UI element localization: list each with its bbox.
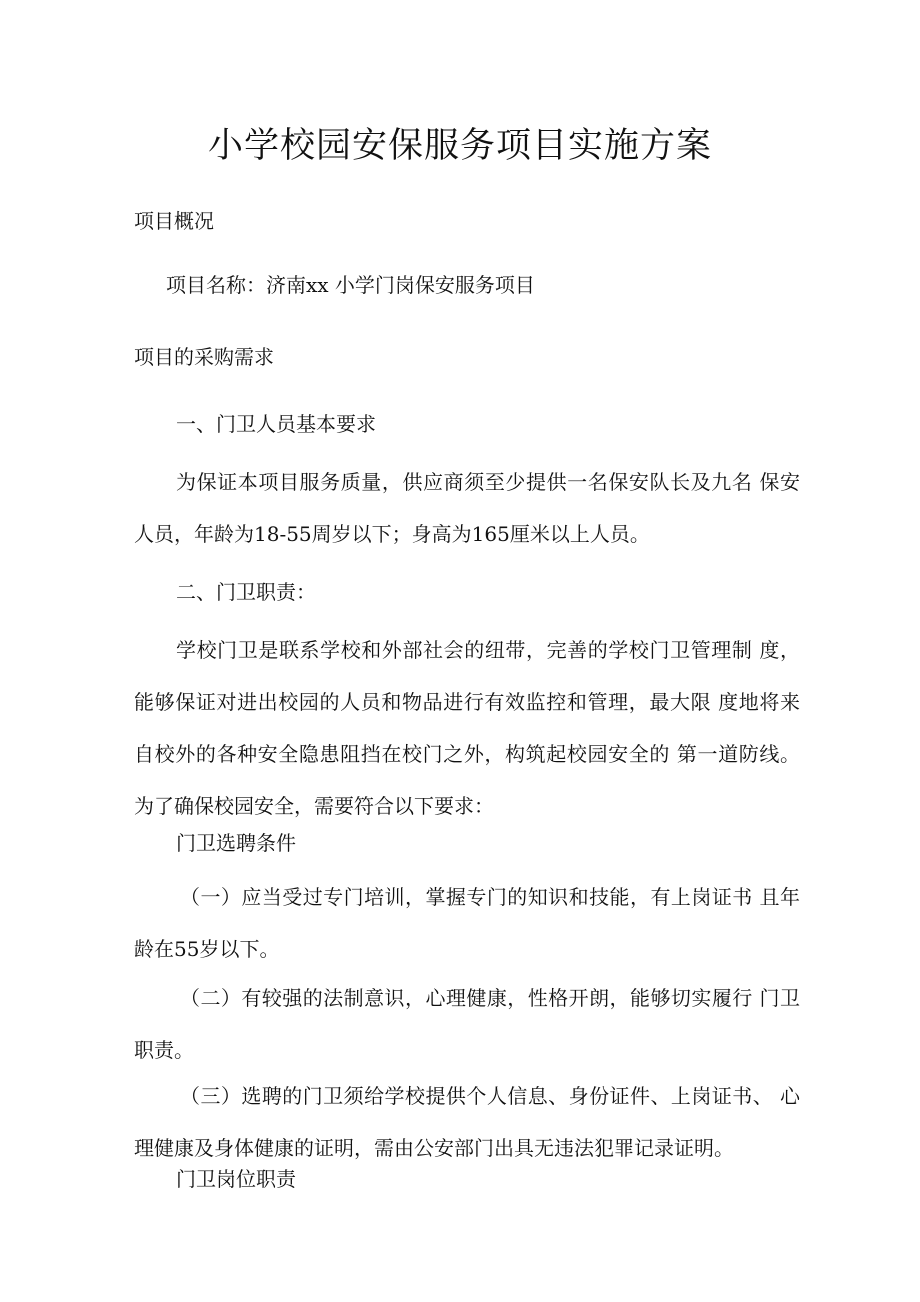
paragraph-guard-duties: 学校门卫是联系学校和外部社会的纽带，完善的学校门卫管理制 度，能够保证对进出校园的人员和物品进行有效监控和管理，最大限 度地将来自校外的各种安全隐患阻挡在校门之外，构筑起校园安全的 第一道防线。为了确保校园安全，需要符合以下要求： — [134, 638, 800, 818]
heading-selection-conditions: 门卫选聘条件 — [176, 831, 296, 855]
selection-item-1: （一）应当受过专门培训，掌握专门的知识和技能，有上岗证书 且年龄在55岁以下。 — [134, 885, 800, 961]
paragraph-basic-requirements: 为保证本项目服务质量，供应商须至少提供一名保安队长及九名 保安人员，年龄为18-55周岁以下；身高为165厘米以上人员。 — [134, 470, 800, 546]
section-heading-overview: 项目概况 — [134, 209, 214, 233]
section-heading-requirements: 项目的采购需求 — [134, 345, 274, 369]
heading-guard-duties: 二、门卫职责： — [176, 580, 316, 604]
selection-item-3: （三）选聘的门卫须给学校提供个人信息、身份证件、上岗证书、 心理健康及身体健康的证明，需由公安部门出具无违法犯罪记录证明。 — [134, 1084, 800, 1160]
project-name-line: 项目名称：济南xx 小学门岗保安服务项目 — [166, 273, 535, 297]
selection-item-2: （二）有较强的法制意识，心理健康，性格开朗，能够切实履行 门卫职责。 — [134, 986, 800, 1062]
document-title: 小学校园安保服务项目实施方案 — [207, 126, 712, 166]
heading-basic-requirements: 一、门卫人员基本要求 — [176, 412, 376, 436]
heading-post-duties: 门卫岗位职责 — [176, 1167, 296, 1191]
